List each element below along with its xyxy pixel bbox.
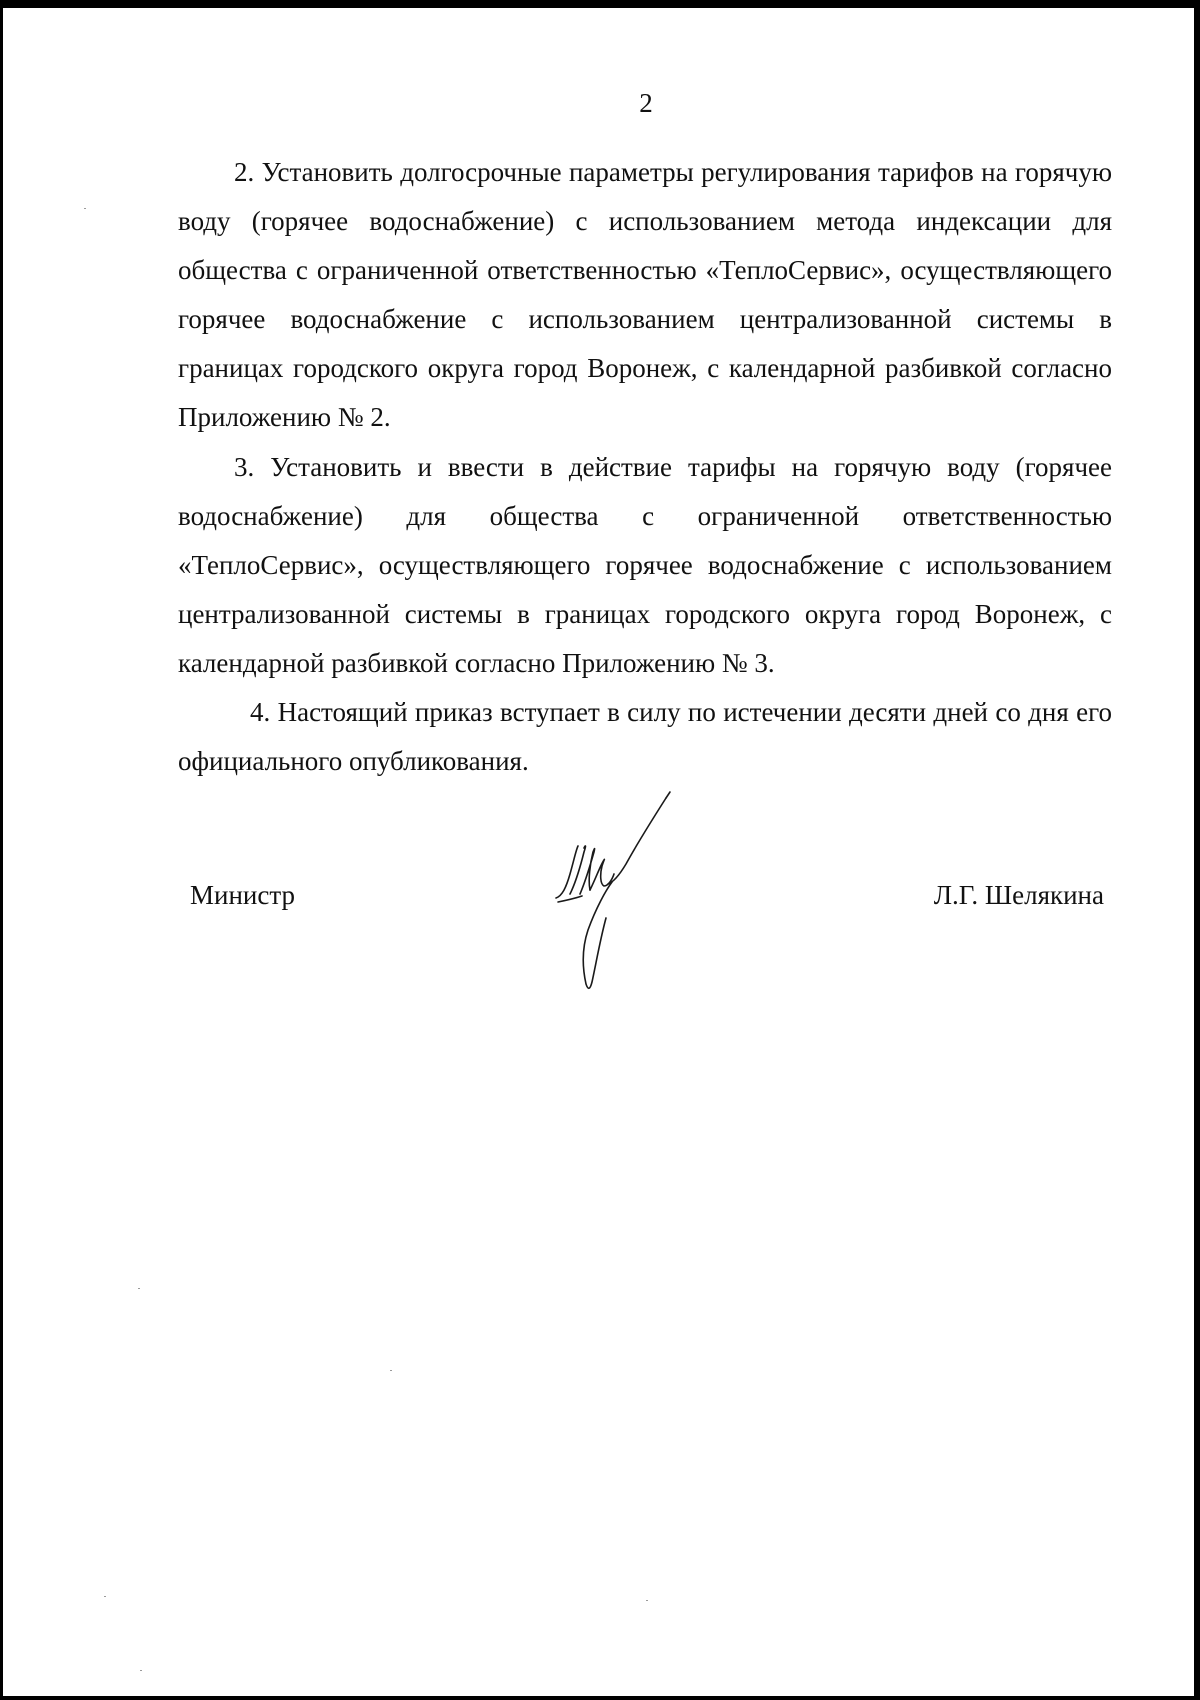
scan-speck <box>390 1370 392 1371</box>
scan-speck <box>104 1596 106 1597</box>
signatory-name: Л.Г. Шелякина <box>933 880 1104 910</box>
signatory-role: Министр <box>190 880 295 910</box>
scan-speck <box>138 1288 140 1289</box>
scan-speck <box>84 208 86 209</box>
page-number: 2 <box>639 88 653 118</box>
scan-speck <box>646 1600 648 1601</box>
scan-speck <box>140 1670 142 1671</box>
paragraph-item-3: 3. Установить и ввести в действие тарифы на горячую воду (горячее водоснабжение) для общества с ограниченной ответственностью «ТеплоСервис», осуществляющего горячее водоснабжение с использованием централизованной системы в границах городского округа город Воронеж, с календарной разбивкой согласно Приложению № 3. <box>178 451 1112 678</box>
paragraph-item-2: 2. Установить долгосрочные параметры регулирования тарифов на горячую воду (горячее водоснабжение) с использованием метода индексации для общества с ограниченной ответственностью «ТеплоСервис», осуществляющего горячее водоснабжение с использованием централизованной системы в границах городского округа город Воронеж, с календарной разбивкой согласно Приложению № 2. <box>178 157 1112 433</box>
document-body <box>178 148 1112 786</box>
handwritten-signature <box>548 790 698 995</box>
paragraph-item-4: 4. Настоящий приказ вступает в силу по истечении десяти дней со дня его официального опубликования. <box>178 697 1112 777</box>
